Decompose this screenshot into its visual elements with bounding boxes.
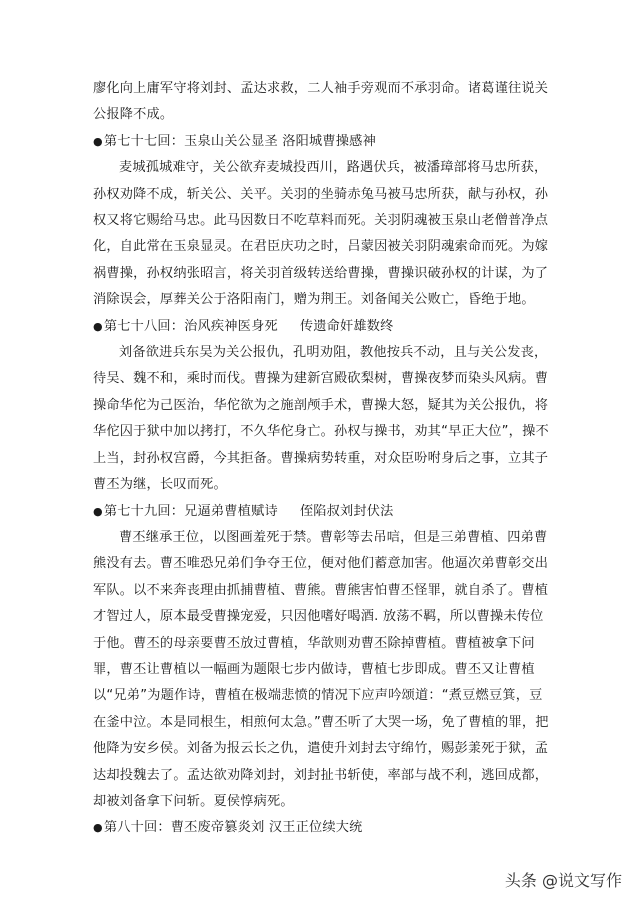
chapter-title: 第七十七回：玉泉山关公显圣 洛阳城曹操感神 [103,133,376,149]
chapter-79-heading [93,499,553,525]
chapter-subtitle: 传遗命奸雄数终 [299,318,394,334]
chapter-77-heading [93,129,553,155]
chapter-subtitle: 侄陷叔刘封伏法 [299,503,394,519]
paragraph-intro: 廖化向上庸军守将刘封、孟达求救，二人袖手旁观而不承羽命。诸葛谨往说关公报降不成。 [93,81,549,123]
document-page [93,76,553,842]
chapter-78-summary: 刘备欲进兵东吴为关公报仇，孔明劝阻，教他按兵不动，且与关公发丧，待吴、魏不和，乘时而伐。曹操为建新宫殿砍梨树，曹操夜梦而染头风病。曹操命华佗为己医治，华佗欲为之施剖颅手术，曹操大怒，疑其为关公报仇，将华佗囚于狱中加以拷打，不久华佗身亡。孙权与操书，劝其“早正大位”，操不上当，封孙权宫爵，今其拒备。曹操病势转重，对众臣吩咐身后之事，立其子曹丕为继，长叹而死。 [93,345,549,493]
chapter-80-heading [93,815,553,841]
source-watermark: 头条 @说文写作 [504,871,622,890]
bullet-icon: ● [93,821,103,835]
chapter-title: 第七十八回：治风疾神医身死 [103,318,278,334]
chapter-title: 第七十九回：兄逼弟曹植赋诗 [103,503,278,519]
chapter-77-summary: 麦城孤城难守，关公欲弃麦城投西川，路遇伏兵，被潘璋部将马忠所获，孙权劝降不成，斩关公、关平。关羽的坐骑赤兔马被马忠所获，献与孙权，孙权又将它赐给马忠。此马因数日不吃草料而死。关羽阴魂被玉泉山老僧普净点化，自此常在玉泉显灵。在君臣庆功之时，吕蒙因被关羽阴魂索命而死。为嫁祸曹操，孙权纳张昭言，将关羽首级转送给曹操，曹操识破孙权的计谋，为了消除误会，厚葬关公于洛阳南门，赠为荆王。刘备闻关公败亡，昏绝于地。 [93,160,549,308]
chapter-78-heading [93,314,553,340]
chapter-79-summary: 曹丕继承王位，以图画羞死于禁。曹彰等去吊唁，但是三弟曹植、四弟曹熊没有去。曹丕唯恐兄弟们争夺王位，便对他们蓄意加害。他逼次弟曹彰交出军队。以不来奔丧理由抓捕曹植、曹熊。曹熊害怕曹丕怪罪，就自杀了。曹植才智过人，原本最受曹操宠爱，只因他嗜好喝酒. 放荡不羁，所以曹操未传位于他。曹丕的母亲要曹丕放过曹植，华歆则劝曹丕除掉曹植。曹植被拿下问罪，曹丕让曹植以一幅画为题限七步内做诗，曹植七步即成。曹丕又让曹植以“兄弟”为题作诗，曹植在极端悲愤的情况下应声吟颂道：“煮豆燃豆箕，豆在釜中泣。本是同根生，相煎何太急。”曹丕听了大哭一场，免了曹植的罪，把他降为安乡侯。刘备为报云长之仇，遣使升刘封去守绵竹，赐彭羕死于狱，孟达却投魏去了。孟达欲劝降刘封，刘封扯书斩使，率部与战不利，逃回成都，却被刘备拿下问斩。夏侯惇病死。 [93,529,549,809]
bullet-icon: ● [93,504,103,518]
chapter-title: 第八十回：曹丕废帝篡炎刘 汉王正位续大统 [103,820,363,836]
bullet-icon: ● [93,134,103,148]
bullet-icon: ● [93,319,103,333]
